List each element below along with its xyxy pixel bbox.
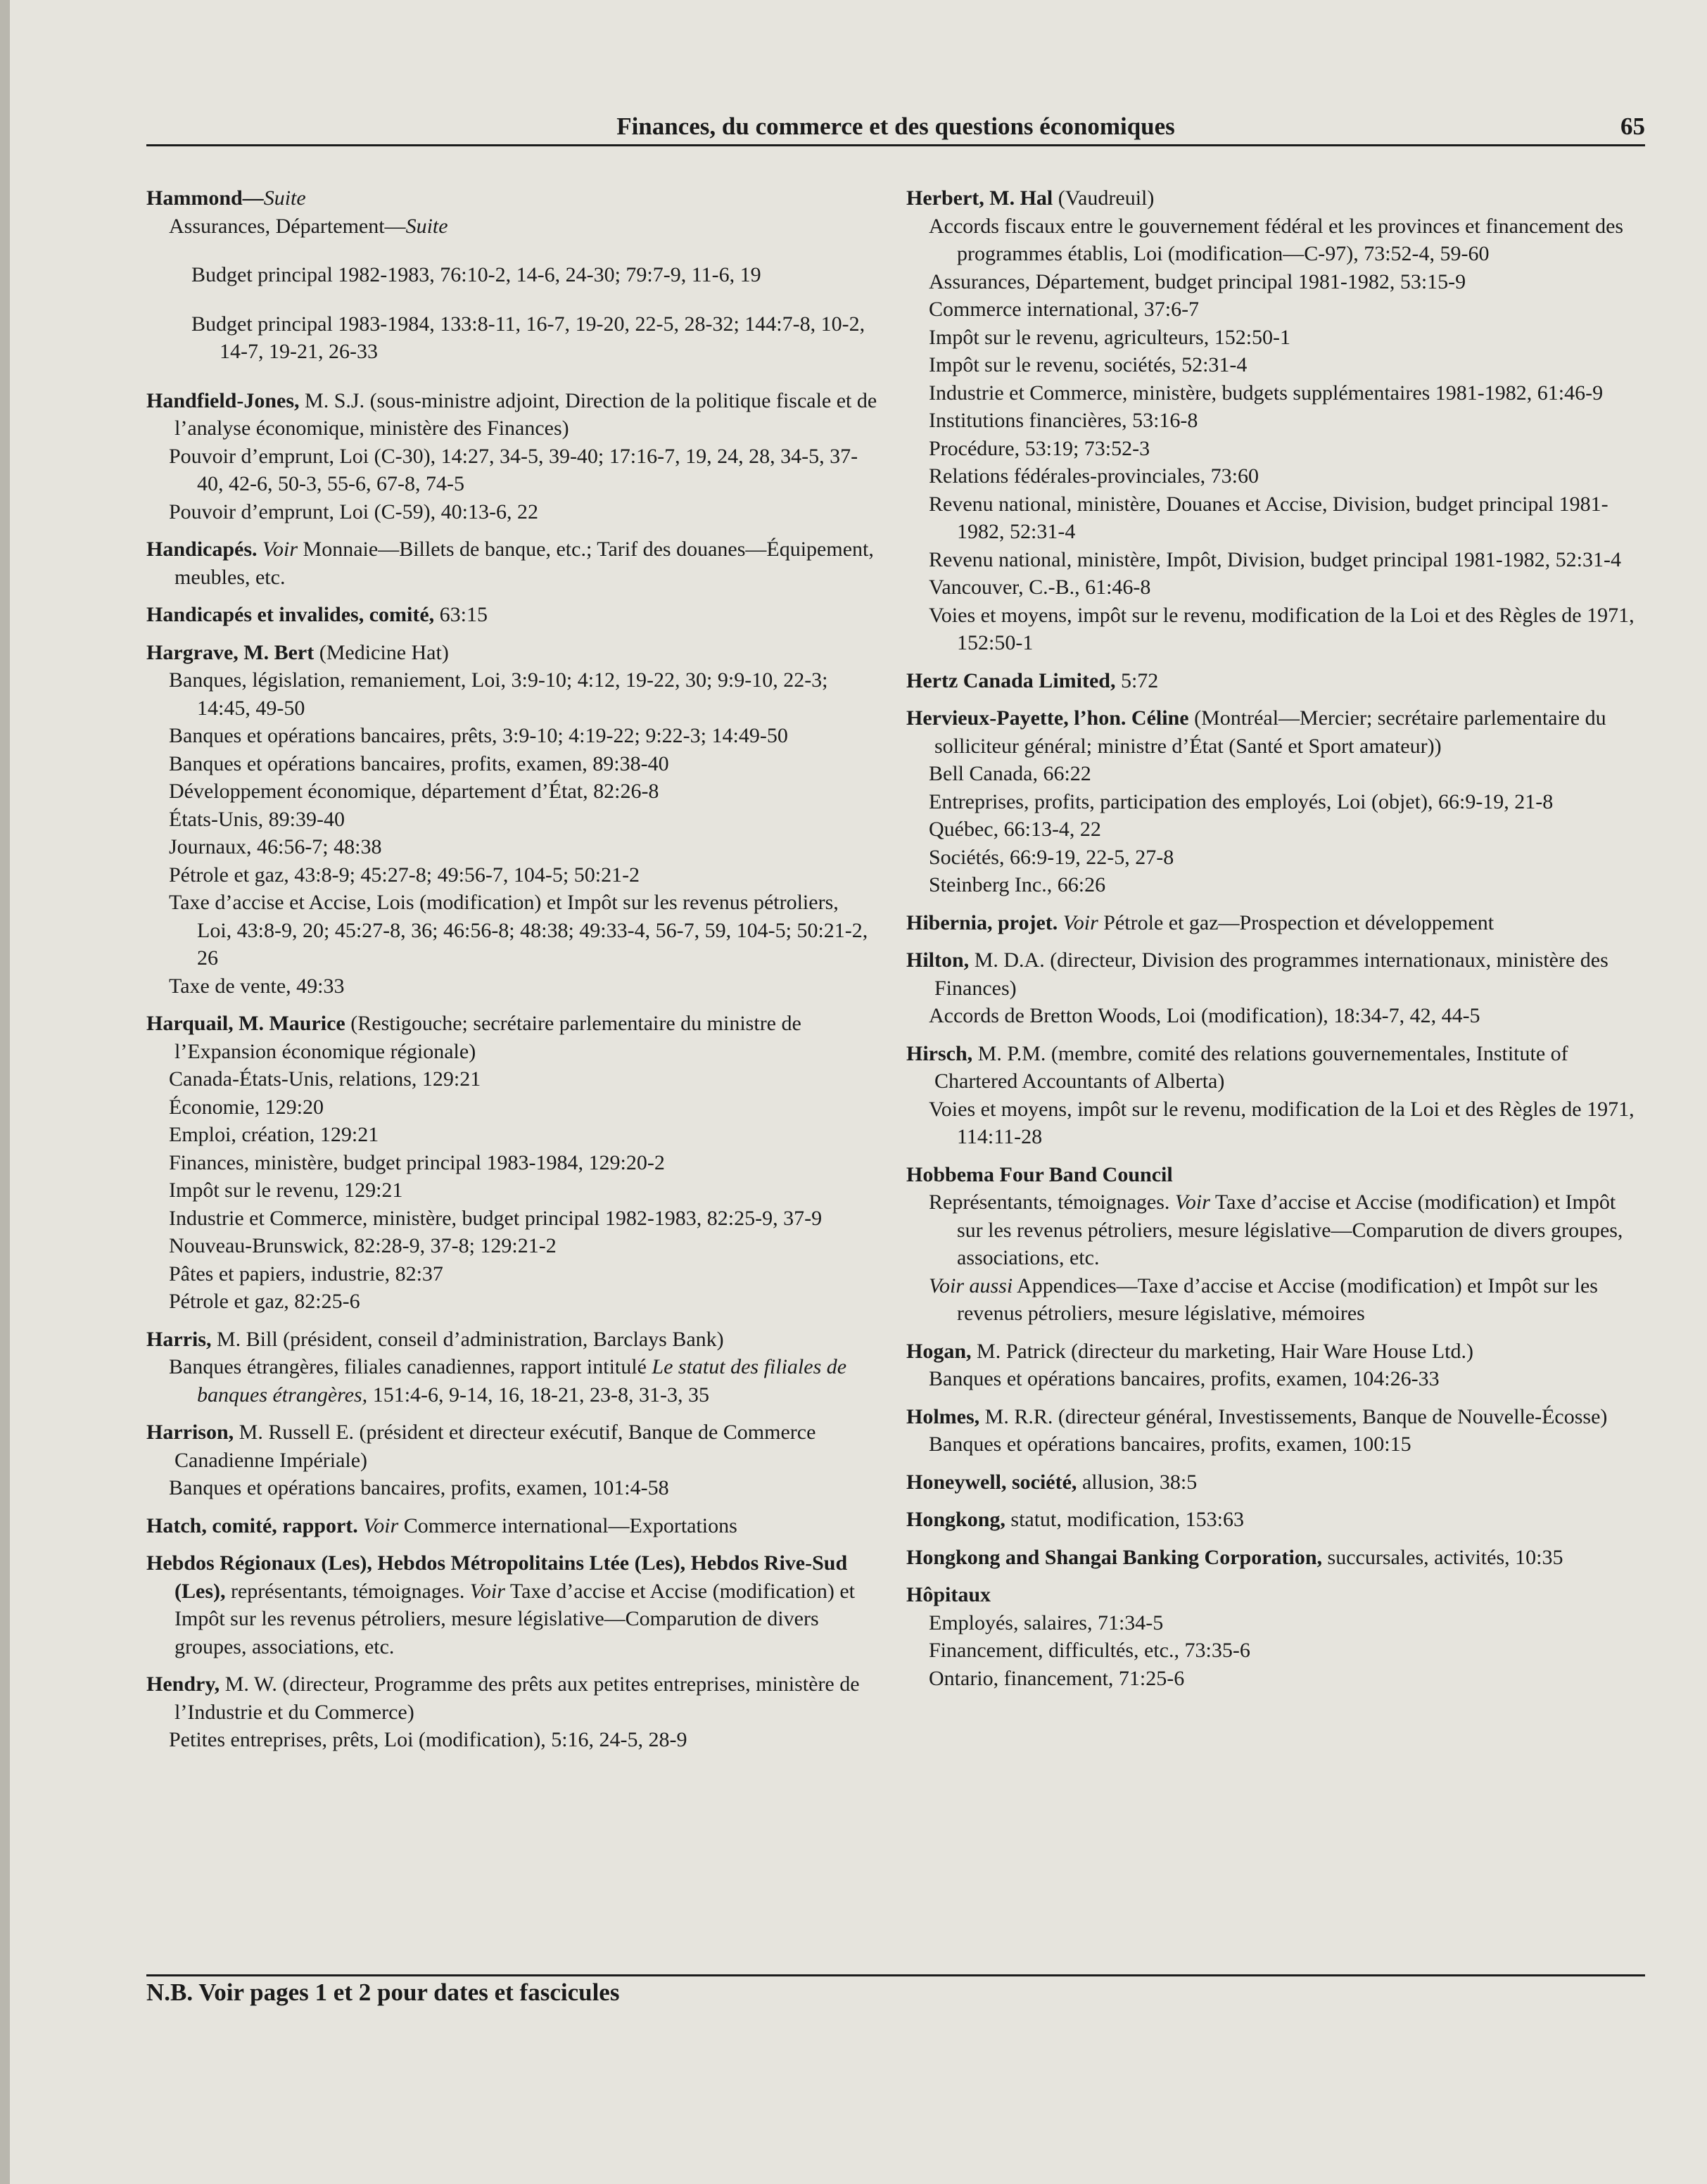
- entry-reference: Ontario, financement, 71:25-6: [929, 1666, 1185, 1690]
- index-entry: [906, 1468, 1638, 1497]
- entry-reference: Banques, législation, remaniement, Loi, 3:9-10; 4:12, 19-22, 30; 9:9-10, 22-3; 14:45, 49-50: [169, 668, 828, 720]
- entry-reference: Québec, 66:13-4, 22: [929, 818, 1101, 841]
- entry-heading: Hirsch, M. P.M. (membre, comité des relations gouvernementales, Institute of Chartered Accountants of Alberta): [906, 1041, 1568, 1093]
- entry-reference: Développement économique, département d’État, 82:26-8: [169, 780, 659, 803]
- entry-reference: Sociétés, 66:9-19, 22-5, 27-8: [929, 845, 1174, 869]
- entry-reference: Bell Canada, 66:22: [929, 762, 1091, 785]
- entry-reference: Banques étrangères, filiales canadiennes, rapport intitulé Le statut des filiales de banques étrangères, 151:4-6, 9-14, 16, 18-21, 23-8, 31-3, 35: [169, 1355, 847, 1407]
- entry-reference: Pétrole et gaz, 43:8-9; 45:27-8; 49:56-7, 104-5; 50:21-2: [169, 863, 640, 887]
- entry-heading: Hogan, M. Patrick (directeur du marketing, Hair Ware House Ltd.): [906, 1339, 1473, 1363]
- entry-reference: Industrie et Commerce, ministère, budget principal 1982-1983, 82:25-9, 37-9: [169, 1206, 823, 1230]
- entry-reference: Banques et opérations bancaires, profits, examen, 101:4-58: [169, 1476, 669, 1499]
- index-entry: [906, 1403, 1638, 1459]
- entry-heading: Hervieux-Payette, l’hon. Céline (Montréal—Mercier; secrétaire parlementaire du solliciteur général; ministre d’État (Santé et Sport amateur)): [906, 706, 1606, 758]
- running-title: Finances, du commerce et des questions économiques: [616, 113, 1175, 140]
- entry-reference: Accords de Bretton Woods, Loi (modification), 18:34-7, 42, 44-5: [929, 1004, 1480, 1027]
- entry-heading: Harquail, M. Maurice (Restigouche; secrétaire parlementaire du ministre de l’Expansion économique régionale): [146, 1012, 801, 1063]
- index-entry: [146, 1010, 878, 1316]
- index-entry: [906, 946, 1638, 1030]
- entry-heading: Hatch, comité, rapport. Voir Commerce international—Exportations: [146, 1513, 737, 1537]
- running-header: [146, 113, 1645, 145]
- entry-reference: Banques et opérations bancaires, profits, examen, 104:26-33: [929, 1367, 1440, 1390]
- entry-heading: Honeywell, société, allusion, 38:5: [906, 1470, 1198, 1494]
- index-entry: [146, 1326, 878, 1409]
- entry-reference: Budget principal 1982-1983, 76:10-2, 14-6, 24-30; 79:7-9, 11-6, 19: [191, 263, 761, 286]
- index-entry: [146, 387, 878, 526]
- entry-heading: Hibernia, projet. Voir Pétrole et gaz—Prospection et développement: [906, 910, 1495, 934]
- entry-reference: Représentants, témoignages. Voir Taxe d’accise et Accise (modification) et Impôt sur les revenus pétroliers, mesure législative—Comparution de divers groupes, associations, etc.: [929, 1191, 1623, 1269]
- index-entry: [906, 1506, 1638, 1534]
- index-entry: [146, 535, 878, 591]
- index-entry: [906, 909, 1638, 937]
- entry-reference: Finances, ministère, budget principal 1983-1984, 129:20-2: [169, 1150, 665, 1174]
- entry-reference: Budget principal 1983-1984, 133:8-11, 16-7, 19-20, 22-5, 28-32; 144:7-8, 10-2, 14-7, 19-21, 26-33: [191, 312, 865, 363]
- binding-edge: [0, 0, 10, 2184]
- entry-heading: Hargrave, M. Bert (Medicine Hat): [146, 640, 449, 664]
- page-number: 65: [1620, 113, 1645, 140]
- entry-reference: Commerce international, 37:6-7: [929, 298, 1200, 321]
- entry-reference: Pouvoir d’emprunt, Loi (C-59), 40:13-6, 22: [169, 500, 538, 523]
- entry-reference: Canada-États-Unis, relations, 129:21: [169, 1067, 481, 1091]
- entry-reference: Revenu national, ministère, Impôt, Division, budget principal 1981-1982, 52:31-4: [929, 547, 1622, 571]
- entry-reference: Pouvoir d’emprunt, Loi (C-30), 14:27, 34-5, 39-40; 17:16-7, 19, 24, 28, 34-5, 37-40, 42-6, 50-3, 55-6, 67-8, 74-5: [169, 444, 858, 495]
- index-entry: [146, 639, 878, 1001]
- index-entry: [146, 601, 878, 629]
- index-entry: [906, 1161, 1638, 1328]
- entry-reference: Industrie et Commerce, ministère, budgets supplémentaires 1981-1982, 61:46-9: [929, 381, 1604, 405]
- entry-reference: Voies et moyens, impôt sur le revenu, modification de la Loi et des Règles de 1971, 152:50-1: [929, 603, 1635, 654]
- entry-reference: Relations fédérales-provinciales, 73:60: [929, 464, 1259, 488]
- entry-reference: Taxe d’accise et Accise, Lois (modification) et Impôt sur les revenus pétroliers, Loi, 43:8-9, 20; 45:27-8, 36; 46:56-8; 48:38; 49:33-4, 56-7, 59, 104-5; 50:21-2, 26: [169, 891, 868, 970]
- entry-heading: Holmes, M. R.R. (directeur général, Investissements, Banque de Nouvelle-Écosse): [906, 1404, 1608, 1428]
- index-entry: [906, 1040, 1638, 1151]
- entry-reference: Vancouver, C.-B., 61:46-8: [929, 576, 1151, 599]
- entry-heading: Hongkong and Shangai Banking Corporation, succursales, activités, 10:35: [906, 1545, 1563, 1569]
- index-entry: [906, 1544, 1638, 1572]
- entry-heading: Harris, M. Bill (président, conseil d’administration, Barclays Bank): [146, 1327, 724, 1351]
- entry-reference: Pétrole et gaz, 82:25-6: [169, 1290, 360, 1313]
- entry-reference: Financement, difficultés, etc., 73:35-6: [929, 1639, 1250, 1662]
- entry-reference: Revenu national, ministère, Douanes et Accise, Division, budget principal 1981-1982, 52:31-4: [929, 492, 1608, 543]
- index-entry: [146, 1512, 878, 1540]
- entry-reference: Pâtes et papiers, industrie, 82:37: [169, 1262, 443, 1285]
- index-entry: [146, 1418, 878, 1502]
- entry-reference: Employés, salaires, 71:34-5: [929, 1611, 1164, 1634]
- entry-reference: Voies et moyens, impôt sur le revenu, modification de la Loi et des Règles de 1971, 114:11-28: [929, 1097, 1635, 1148]
- index-column-right: [906, 184, 1638, 1702]
- header-rule: [146, 144, 1645, 146]
- entry-heading: Hobbema Four Band Council: [906, 1162, 1173, 1186]
- entry-reference: Voir aussi Appendices—Taxe d’accise et Accise (modification) et Impôt sur les revenus pétroliers, mesure législative, mémoires: [929, 1274, 1598, 1325]
- entry-heading: Hôpitaux: [906, 1583, 991, 1606]
- entry-heading: Hongkong, statut, modification, 153:63: [906, 1508, 1245, 1531]
- entry-reference: Steinberg Inc., 66:26: [929, 873, 1106, 896]
- entry-reference: Économie, 129:20: [169, 1095, 324, 1119]
- index-column-left: [146, 184, 878, 1764]
- index-entry: [906, 704, 1638, 899]
- entry-reference: Banques et opérations bancaires, prêts, 3:9-10; 4:19-22; 9:22-3; 14:49-50: [169, 724, 788, 747]
- entry-reference: Taxe de vente, 49:33: [169, 974, 345, 998]
- entry-reference: Entreprises, profits, participation des employés, Loi (objet), 66:9-19, 21-8: [929, 789, 1554, 813]
- entry-reference: Journaux, 46:56-7; 48:38: [169, 835, 382, 858]
- entry-reference: Banques et opérations bancaires, profits, examen, 100:15: [929, 1433, 1411, 1456]
- index-entry: [906, 184, 1638, 657]
- entry-reference: Assurances, Département, budget principal 1981-1982, 53:15-9: [929, 269, 1466, 293]
- entry-heading: Handicapés. Voir Monnaie—Billets de banque, etc.; Tarif des douanes—Équipement, meubles, etc.: [146, 538, 874, 589]
- index-entry: [146, 184, 878, 366]
- entry-heading: Herbert, M. Hal (Vaudreuil): [906, 186, 1155, 210]
- entry-heading: Hammond—Suite: [146, 186, 306, 210]
- entry-heading: Harrison, M. Russell E. (président et directeur exécutif, Banque de Commerce Canadienne Impériale): [146, 1421, 816, 1472]
- index-entry: [146, 1670, 878, 1754]
- footer-rule: [146, 1974, 1645, 1976]
- entry-reference: États-Unis, 89:39-40: [169, 807, 345, 831]
- entry-reference: Emploi, création, 129:21: [169, 1123, 379, 1146]
- footer-note: N.B. Voir pages 1 et 2 pour dates et fascicules: [146, 1979, 620, 2006]
- index-entry: [146, 1549, 878, 1661]
- entry-reference: Banques et opérations bancaires, profits, examen, 89:38-40: [169, 751, 669, 775]
- entry-reference: Accords fiscaux entre le gouvernement fédéral et les provinces et financement des programmes établis, Loi (modification—C-97), 73:52-4, 59-60: [929, 214, 1624, 265]
- entry-reference: Procédure, 53:19; 73:52-3: [929, 436, 1150, 460]
- entry-reference: Impôt sur le revenu, agriculteurs, 152:50-1: [929, 325, 1291, 349]
- entry-heading: Hendry, M. W. (directeur, Programme des prêts aux petites entreprises, ministère de l’Industrie et du Commerce): [146, 1672, 860, 1724]
- entry-subheading: Assurances, Département—Suite: [169, 214, 448, 238]
- index-entry: [906, 1338, 1638, 1393]
- entry-reference: Impôt sur le revenu, 129:21: [169, 1179, 403, 1202]
- entry-heading: Handfield-Jones, M. S.J. (sous-ministre adjoint, Direction de la politique fiscale et de l’analyse économique, ministère des Finances): [146, 388, 877, 440]
- entry-heading: Hebdos Régionaux (Les), Hebdos Métropolitains Ltée (Les), Hebdos Rive-Sud (Les), représentants, témoignages. Voir Taxe d’accise et Accise (modification) et Impôt sur les revenus pétroliers, mesure législative—Comparution de divers groupes, associations, etc.: [146, 1551, 856, 1658]
- index-entry: [906, 1581, 1638, 1692]
- index-entry: [906, 667, 1638, 695]
- entry-heading: Handicapés et invalides, comité, 63:15: [146, 603, 488, 626]
- entry-reference: Impôt sur le revenu, sociétés, 52:31-4: [929, 353, 1248, 376]
- entry-heading: Hertz Canada Limited, 5:72: [906, 668, 1159, 692]
- entry-reference: Nouveau-Brunswick, 82:28-9, 37-8; 129:21-2: [169, 1234, 557, 1257]
- entry-reference: Petites entreprises, prêts, Loi (modification), 5:16, 24-5, 28-9: [169, 1728, 687, 1751]
- entry-reference: Institutions financières, 53:16-8: [929, 409, 1198, 432]
- entry-heading: Hilton, M. D.A. (directeur, Division des programmes internationaux, ministère des Finances): [906, 948, 1608, 1000]
